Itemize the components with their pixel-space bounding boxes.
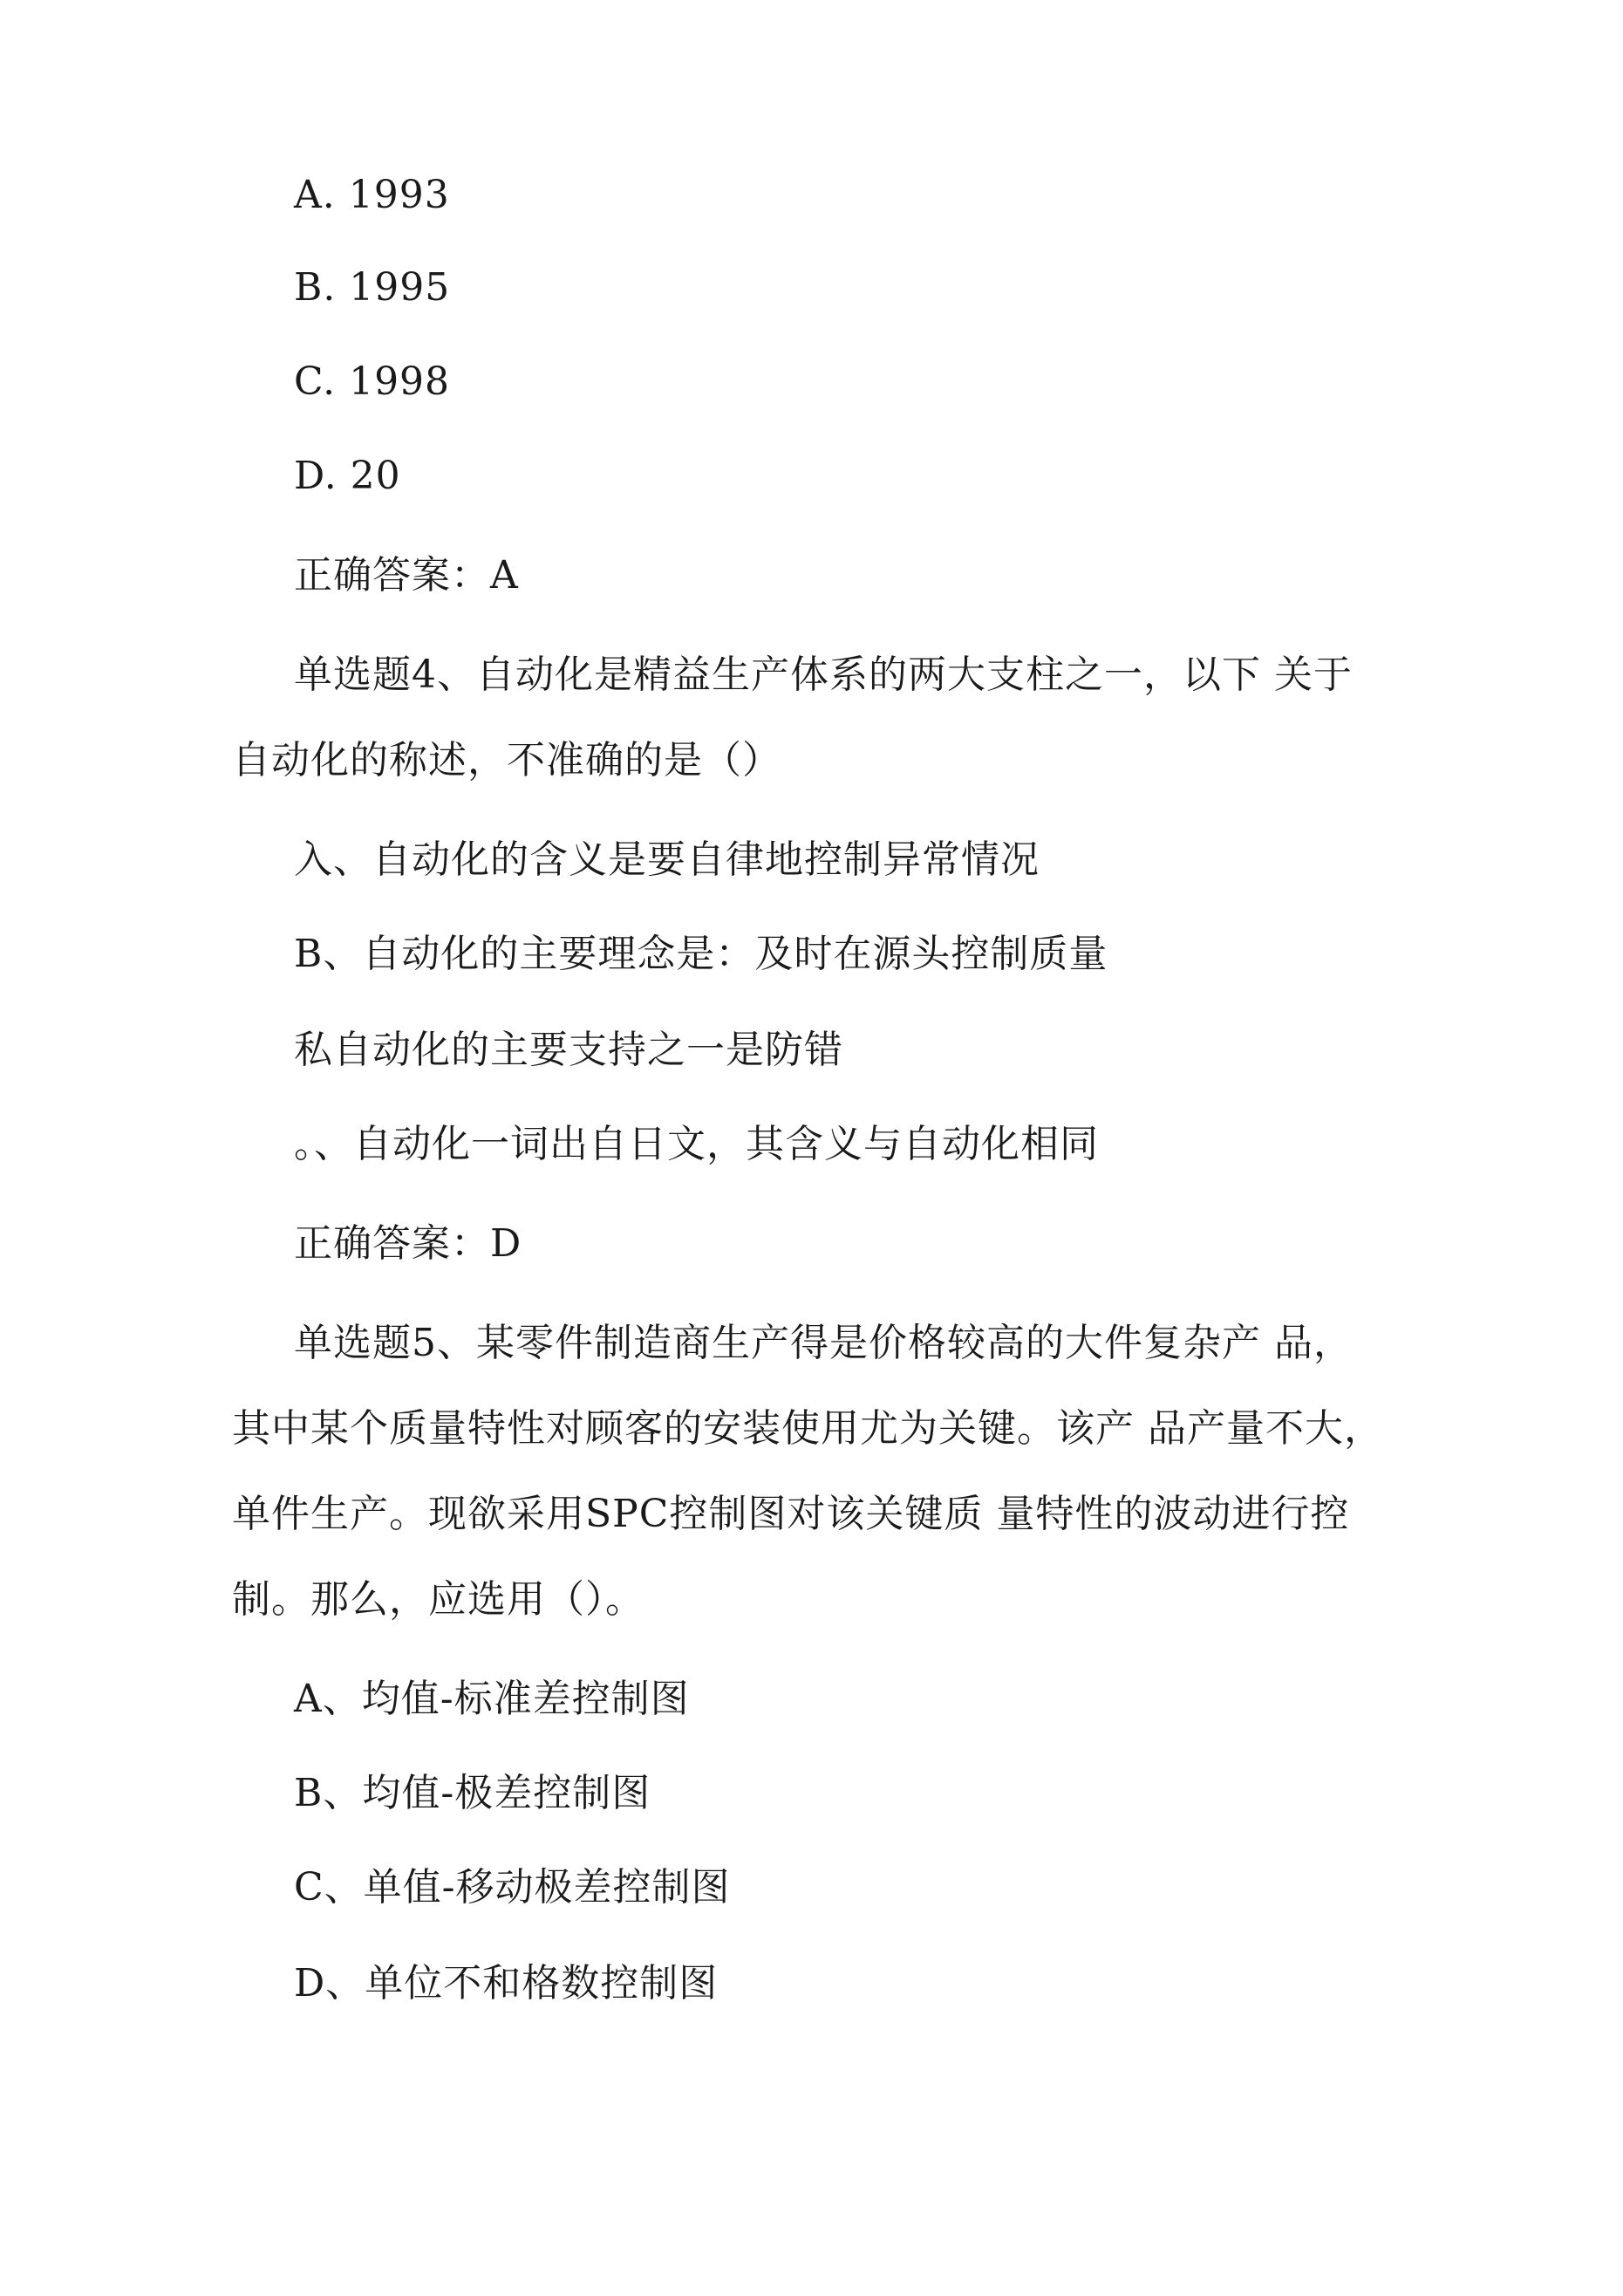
q5-stem-line-3: 单件生产。现欲采用SPC控制图对该关键质 量特性的波动进行控: [232, 1492, 1350, 1536]
q4-option-b: B、自动化的主要理念是：及时在源头控制质量: [294, 932, 1108, 976]
q3-option-b: B. 1995: [294, 265, 451, 310]
q5-stem-line-2: 其中某个质量特性对顾客的安装使用尤为关键。该产 品产量不大，: [232, 1406, 1383, 1451]
q3-option-d: D. 20: [294, 454, 401, 498]
q3-answer: 正确答案：A: [294, 553, 519, 598]
q4-answer: 正确答案：D: [294, 1221, 522, 1266]
q3-option-a: A. 1993: [294, 173, 450, 217]
q5-option-d: D、单位不和格数控制图: [294, 1961, 719, 2006]
q3-option-c: C. 1998: [294, 359, 451, 404]
q4-option-c: 私自动化的主要支持之一是防错: [294, 1028, 843, 1072]
q5-option-a: A、均值-标准差控制图: [294, 1677, 690, 1721]
q4-option-a: 入、自动化的含义是要自律地控制异常情况: [294, 837, 1040, 882]
q4-stem-line-1: 单选题4、自动化是精益生产体系的两大支柱之一，以下 关于: [294, 653, 1353, 697]
q5-stem-line-4: 制。那么，应选用（）。: [232, 1577, 644, 1622]
q4-stem-line-2: 自动化的称述，不准确的是（）: [232, 738, 781, 782]
q4-option-d: 。、自动化一词出自日文，其含义与自动化相同: [294, 1122, 1099, 1166]
q5-stem-line-1: 单选题5、某零件制造商生产得是价格较高的大件复杂产 品，: [294, 1321, 1353, 1365]
q5-option-b: B、均值-极差控制图: [294, 1771, 651, 1815]
q5-option-c: C、单值-移动极差控制图: [294, 1865, 731, 1910]
